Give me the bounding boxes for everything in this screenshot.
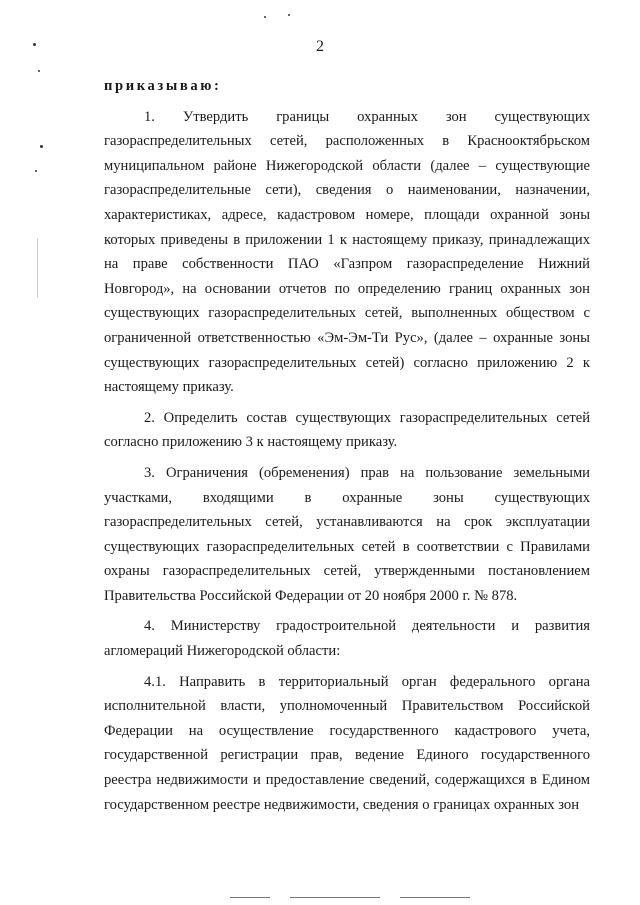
scan-line [400,897,470,898]
document-body [104,74,590,817]
scan-speck [35,170,37,172]
paragraph-3: 3. Ограничения (обременения) прав на пользование земельными участками, входящими в охранные зоны существующих газораспределительных сетей, устанавливаются на срок эксплуатации существующих газораспределительных сетей в соответствии с Правилами охраны газораспределительных сетей, утвержденными постановлением Правительства Российской Федерации от 20 ноября 2000 г. № 878. [104,464,590,604]
footer-scan-marks [230,897,490,899]
scan-speck [40,145,43,148]
scan-line [290,897,380,898]
scan-line [230,897,270,898]
paragraph-4: 4. Министерству градостроительной деятельности и развития агломераций Нижегородской области: [104,618,590,660]
paragraph-2: 2. Определить состав существующих газораспределительных сетей согласно приложению 3 к настоящему приказу. [104,409,590,451]
scan-speck [288,14,290,16]
scan-speck [264,16,266,18]
scan-speck [38,70,40,72]
order-heading: приказываю: [104,78,222,94]
scan-edge-shadow [37,238,38,298]
page-number: 2 [316,38,324,55]
paragraph-4-1: 4.1. Направить в территориальный орган федерального органа исполнительной власти, уполномоченный Правительством Российской Федерации на осуществление государственного кадастрового учета, государственной регистрации прав, ведение Единого государственного реестра недвижимости и предоставление сведений, содержащихся в Едином государственном реестре недвижимости, сведения о границах охранных зон [104,673,590,813]
paragraph-1: 1. Утвердить границы охранных зон существующих газораспределительных сетей, расположенных в Краснооктябрьском муниципальном районе Нижегородской области (далее – существующие газораспределительные сети), сведения о наименовании, назначении, характеристиках, адресе, кадастровом номере, площади охранной зоны которых приведены в приложении 1 к настоящему приказу, принадлежащих на праве собственности ПАО «Газпром газораспределение Нижний Новгород», на основании отчетов по определению границ охранных зон существующих газораспределительных сетей, выполненных обществом с ограниченной ответственностью «Эм-Эм-Ти Рус», (далее – охранные зоны существующих газораспределительных сетей) согласно приложению 2 к настоящему приказу. [104,108,590,396]
